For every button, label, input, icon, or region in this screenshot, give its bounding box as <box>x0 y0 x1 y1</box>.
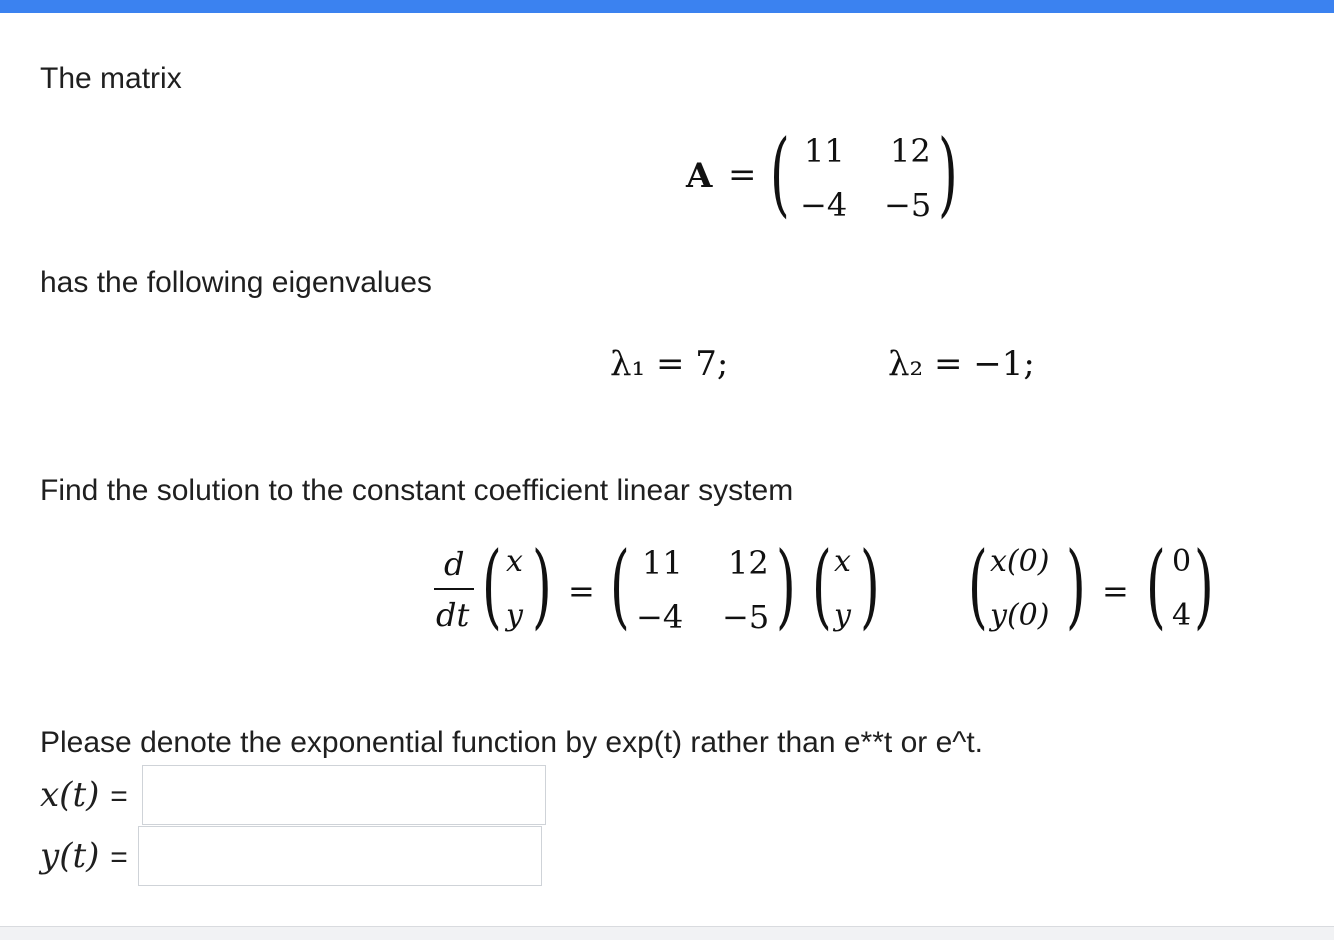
right-paren: ) <box>938 120 958 227</box>
vec1-y: y <box>506 598 523 633</box>
init-left-paren: ( <box>968 532 988 639</box>
bottom-bar <box>0 926 1334 940</box>
eigenvalue-2: λ₂ = −1; <box>888 344 1035 384</box>
answer-label-x <box>40 765 128 827</box>
eigenvalue-1: λ₁ = 7; <box>610 344 729 384</box>
matrix-a12: 12 <box>890 132 931 170</box>
answer-label-y-math: y(t) <box>40 836 100 876</box>
coef-right-paren: ) <box>776 532 796 639</box>
answer-y-equals: = <box>110 841 128 874</box>
task-text: Find the solution to the constant coefficient linear system <box>40 474 794 507</box>
matrix-a22: −5 <box>884 186 932 224</box>
coef-a22: −5 <box>722 598 770 636</box>
answer-label-x-math: x(t) <box>40 775 100 815</box>
coef-a21: −4 <box>636 598 684 636</box>
coef-a12: 12 <box>728 544 769 582</box>
matrix-a11: 11 <box>804 132 845 170</box>
eigen-intro-text: has the following eigenvalues <box>40 266 432 299</box>
system-equals: = <box>568 572 595 610</box>
vec2-right-paren: ) <box>860 532 880 639</box>
derivative-d: d <box>444 545 465 583</box>
init-right-paren: ) <box>1066 532 1086 639</box>
init-value-x: 0 <box>1172 544 1192 579</box>
left-paren: ( <box>770 120 790 227</box>
matrix-name: A <box>686 156 713 196</box>
init-y0: y(0) <box>990 598 1050 633</box>
vec2-y: y <box>834 598 851 633</box>
initval-right-paren: ) <box>1194 532 1214 639</box>
vec1-x: x <box>506 544 523 579</box>
init-equals: = <box>1102 572 1129 610</box>
vec2-left-paren: ( <box>812 532 832 639</box>
vec1-right-paren: ) <box>532 532 552 639</box>
init-value-y: 4 <box>1172 598 1192 633</box>
x-answer-input[interactable] <box>142 765 546 825</box>
y-answer-input[interactable] <box>138 826 542 886</box>
matrix-a21: −4 <box>800 186 848 224</box>
fraction-bar <box>434 588 474 590</box>
vec2-x: x <box>834 544 851 579</box>
vec1-left-paren: ( <box>482 532 502 639</box>
matrix-equals: = <box>728 155 757 195</box>
note-text: Please denote the exponential function by exp(t) rather than e**t or e^t. <box>40 726 984 759</box>
coef-left-paren: ( <box>610 532 630 639</box>
initval-left-paren: ( <box>1146 532 1166 639</box>
top-accent-bar <box>0 0 1334 13</box>
derivative-dt: dt <box>436 596 470 634</box>
coef-a11: 11 <box>642 544 683 582</box>
init-x0: x(0) <box>990 544 1050 579</box>
answer-label-y <box>40 826 128 888</box>
intro-text: The matrix <box>40 62 182 95</box>
answer-x-equals: = <box>110 780 128 813</box>
